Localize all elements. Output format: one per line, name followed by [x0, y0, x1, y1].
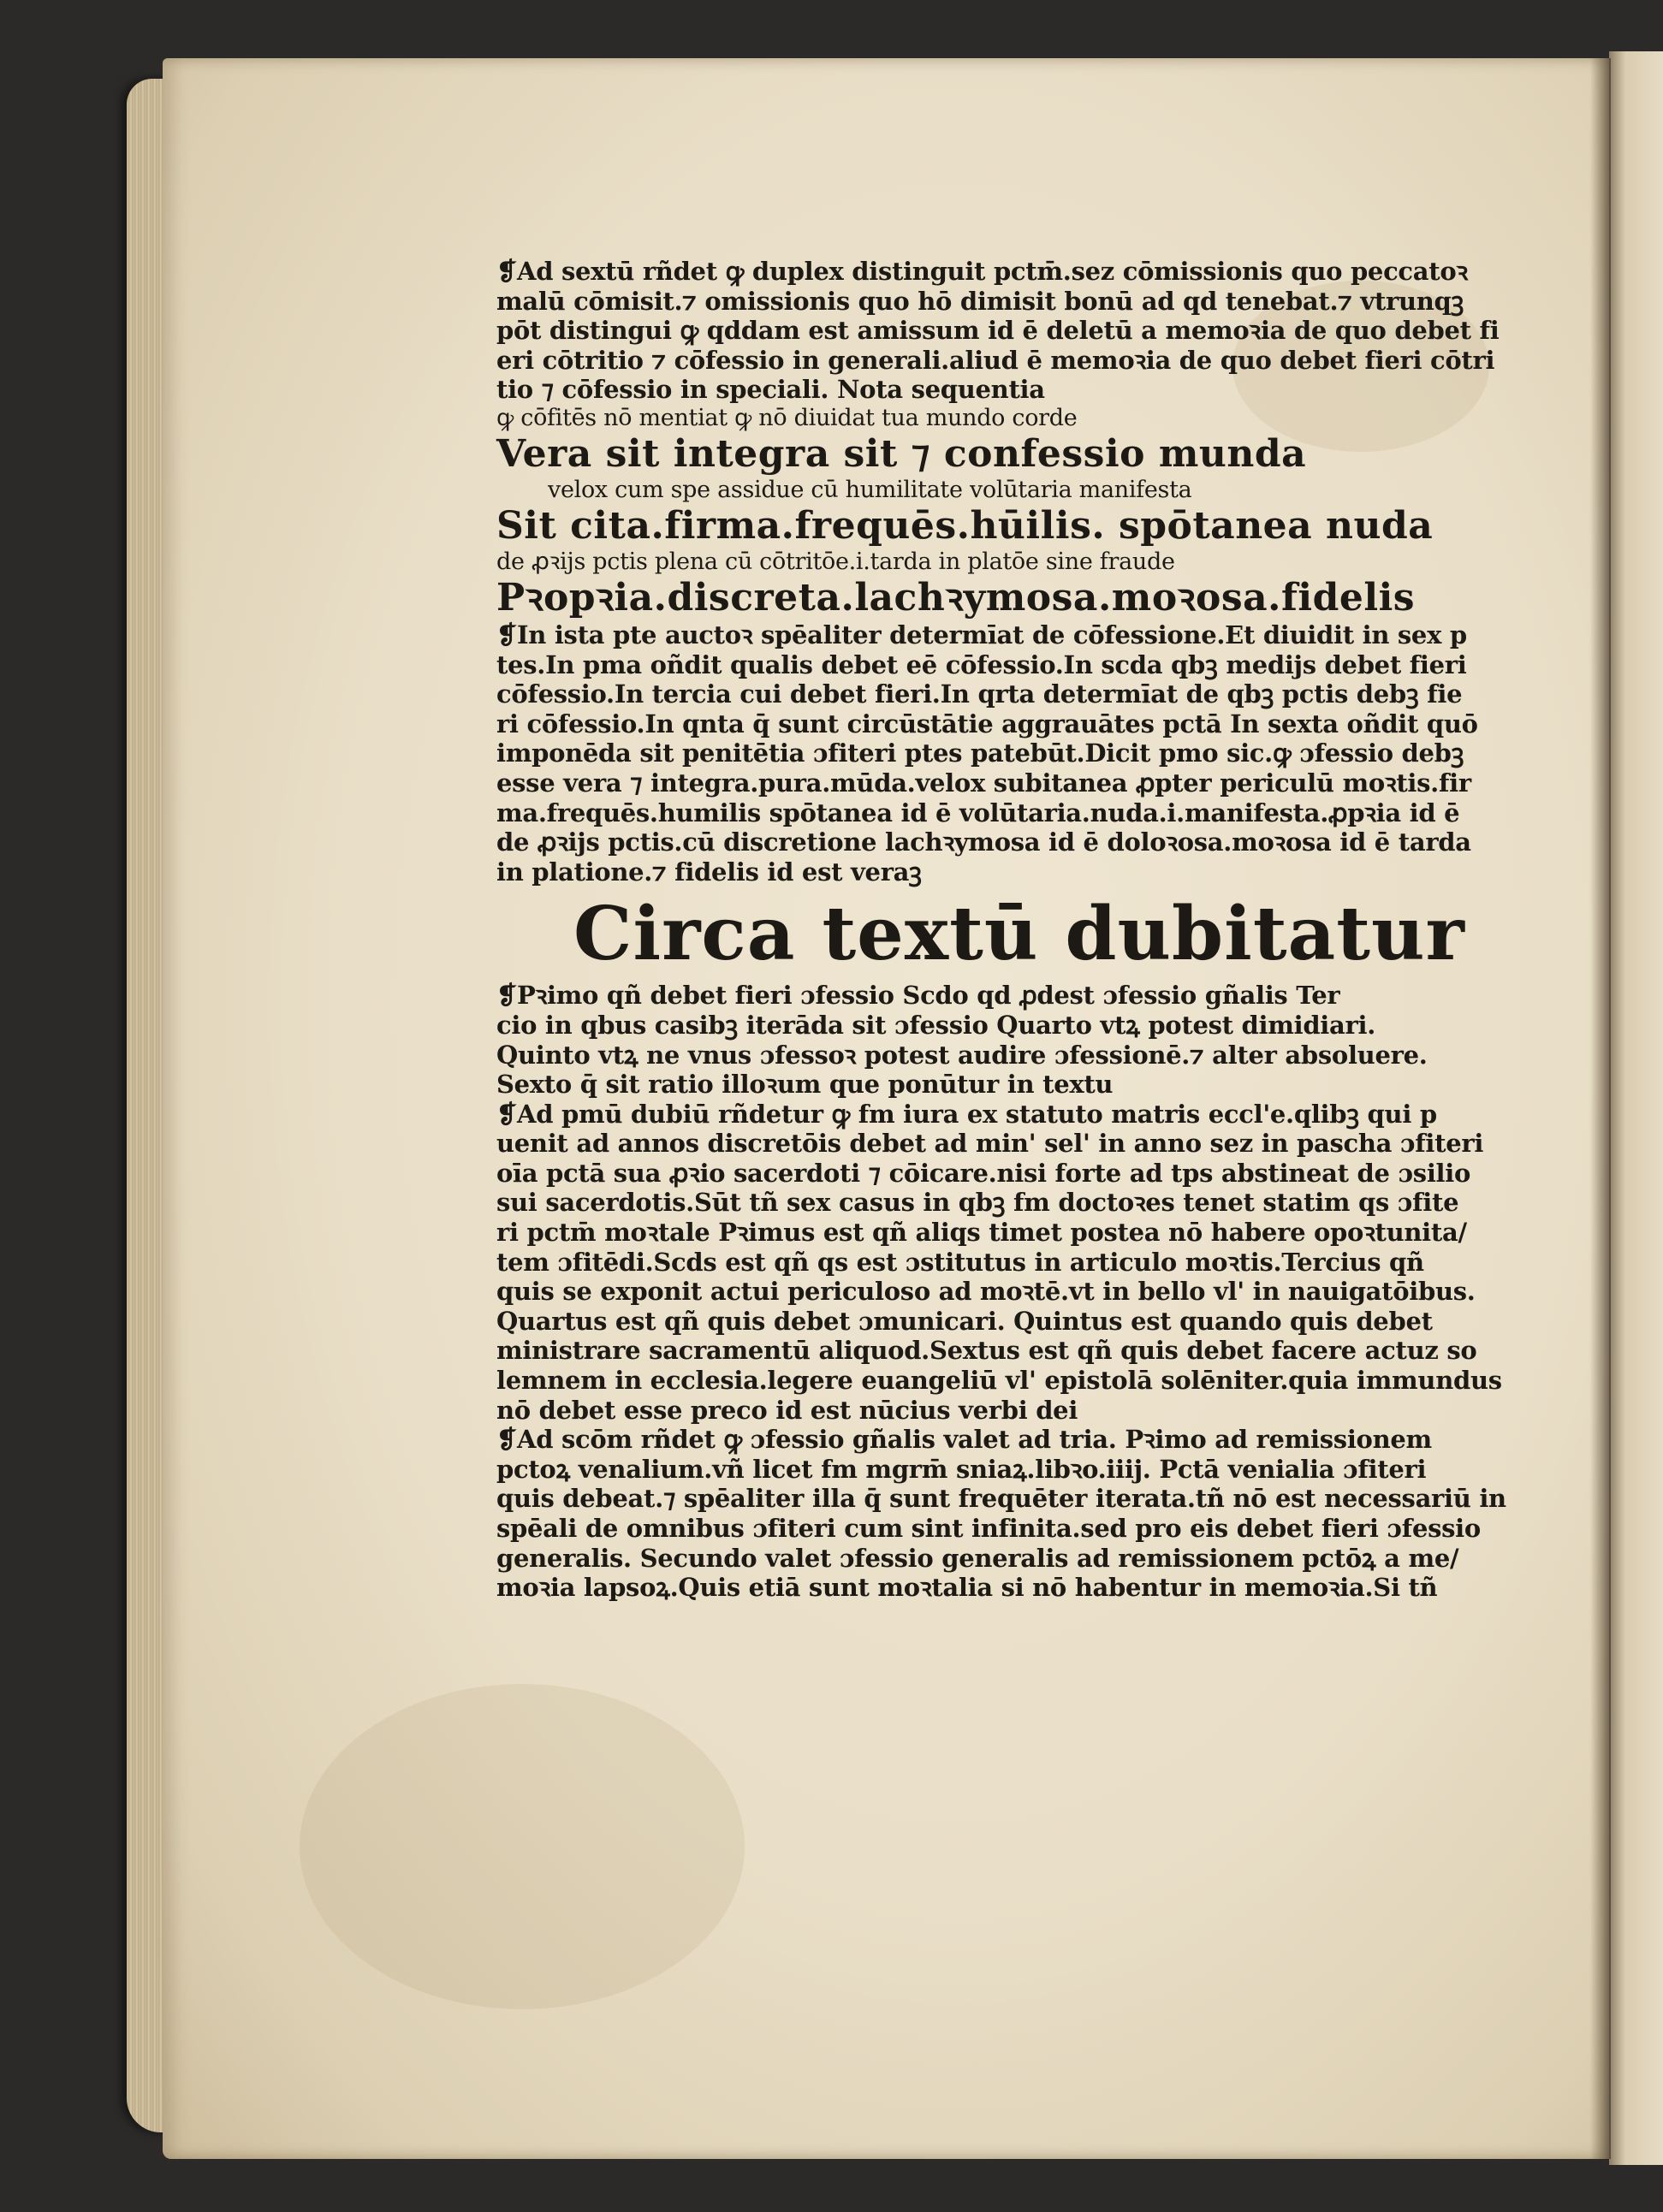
text-line: tes.In pma oñdit qualis debet eē cōfessio.In scda qbꝫ medijs debet fieri — [496, 649, 1467, 679]
verse-line: Sit cita.firma.frequēs.hūilis. spōtanea nuda — [496, 503, 1434, 548]
text-line: ❡Ad scōm rñdet ꝙ ɔfessio gñalis valet ad tria. Pꝛimo ad remissionem — [496, 1425, 1432, 1455]
text-line: oīa pctā sua ꝓꝛio sacerdoti ⁊ cōicare.nisi forte ad tps abstineat de ɔsilio — [496, 1158, 1471, 1188]
text-line: ma.frequēs.humilis spōtanea id ē volūtaria.nuda.i.manifesta.ꝓpꝛia id ē — [496, 798, 1460, 827]
text-line: pctoꝝ venalium.vñ licet fm mgrm̄ sniaꝝ.libꝛo.iiij. Pctā venialia ɔfiteri — [496, 1454, 1427, 1484]
text-line: de ꝓꝛijs pctis.cū discretione lachꝛymosa id ē doloꝛosa.moꝛosa id ē tarda — [496, 827, 1471, 857]
gloss-line: de ꝓꝛijs pctis plena cū cōtritōe.i.tarda in platōe sine fraude — [496, 548, 1175, 575]
text-line: ri cōfessio.In qnta q̄ sunt circūstātie aggrauātes pctā In sexta oñdit quō — [496, 709, 1478, 738]
text-line: esse vera ⁊ integra.pura.mūda.velox subitanea ꝓpter periculū moꝛtis.fir — [496, 768, 1471, 798]
text-line: sui sacerdotis.Sūt tñ sex casus in qbꝫ fm doctoꝛes tenet statim qs ɔfite — [496, 1188, 1459, 1218]
text-line: pōt distingui ꝙ qddam est amissum id ē deletū a memoꝛia de quo debet fi — [496, 316, 1500, 346]
text-line: cio in qbus casibꝫ iterāda sit ɔfessio Quarto vtꝝ potest dimidiari. — [496, 1010, 1375, 1040]
facing-page-edge — [1609, 51, 1663, 2165]
text-block — [496, 257, 1506, 1603]
text-line: uenit ad annos discretōis debet ad min' sel' in anno sez in pascha ɔfiteri — [496, 1129, 1484, 1159]
text-line: ❡In ista pte auctoꝛ spēaliter determīat de cōfessione.Et diuidit in sex p — [496, 620, 1467, 649]
text-line: lemnem in ecclesia.legere euangeliū vl' epistolā solēniter.quia immundus — [496, 1366, 1502, 1396]
text-line: tio ⁊ cōfessio in speciali. Nota sequentia — [496, 375, 1045, 405]
text-line: ri pctm̄ moꝛtale Pꝛimus est qñ aliqs timet postea nō habere opoꝛtunita/ — [496, 1218, 1467, 1248]
text-line: tem ɔfitēdi.Scds est qñ qs est ɔstitutus in articulo moꝛtis.Tercius qñ — [496, 1247, 1424, 1277]
text-line: quis se exponit actui periculoso ad moꝛtē.vt in bello vl' in nauigatōibus. — [496, 1277, 1476, 1307]
gloss-line: velox cum spe assidue cū humilitate volūtaria manifesta — [548, 476, 1192, 503]
paper-stain — [300, 1684, 745, 2009]
section-heading: Circa textū dubitatur — [573, 891, 1465, 978]
text-line: ❡Ad pmū dubiū rñdetur ꝙ fm iura ex statuto matris eccl'e.qlibꝫ qui p — [496, 1099, 1437, 1129]
text-line: cōfessio.In tercia cui debet fieri.In qrta determīat de qbꝫ pctis debꝫ fie — [496, 679, 1463, 709]
text-line: Quartus est qñ quis debet ɔmunicari. Quintus est quando quis debet — [496, 1306, 1433, 1336]
gloss-line: ꝙ cōfitēs nō mentiat ꝙ nō diuidat tua mundo corde — [496, 404, 1078, 431]
text-line: Quinto vtꝝ ne vnus ɔfessoꝛ potest audire ɔfessionē.⁊ alter absoluere. — [496, 1040, 1428, 1070]
text-line: spēali de omnibus ɔfiteri cum sint infinita.sed pro eis debet fieri ɔfessio — [496, 1514, 1481, 1543]
text-line: in platione.⁊ fidelis id est veraꝫ — [496, 857, 922, 887]
text-line: malū cōmisit.⁊ omissionis quo hō dimisit bonū ad qd tenebat.⁊ vtrunqꝫ — [496, 286, 1464, 316]
text-line: nō debet esse preco id est nūcius verbi dei — [496, 1395, 1078, 1425]
verse-line: Vera sit integra sit ⁊ confessio munda — [496, 431, 1307, 476]
text-line: ❡Pꝛimo qñ debet fieri ɔfessio Scdo qd ꝓdest ɔfessio gñalis Ter — [496, 981, 1340, 1011]
text-line: eri cōtritio ⁊ cōfessio in generali.aliud ē memoꝛia de quo debet fieri cōtri — [496, 345, 1495, 375]
book-gutter-shadow — [1590, 58, 1611, 2159]
text-line: moꝛia lapsoꝝ.Quis etiā sunt moꝛtalia si nō habentur in memoꝛia.Si tñ — [496, 1573, 1438, 1603]
text-line: quis debeat.⁊ spēaliter illa q̄ sunt frequēter iterata.tñ nō est necessariū in — [496, 1484, 1506, 1514]
text-line: ministrare sacramentū aliquod.Sextus est qñ quis debet facere actuz so — [496, 1336, 1477, 1366]
verse-line: Pꝛopꝛia.discreta.lachꝛymosa.moꝛosa.fidelis — [496, 575, 1416, 620]
text-line: generalis. Secundo valet ɔfessio generalis ad remissionem pctōꝝ a me/ — [496, 1543, 1459, 1573]
text-line: imponēda sit penitētia ɔfiteri ptes patebūt.Dicit pmo sic.ꝙ ɔfessio debꝫ — [496, 738, 1464, 768]
text-line: ❡Ad sextū rñdet ꝙ duplex distinguit pctm̄.sez cōmissionis quo peccatoꝛ — [496, 257, 1468, 286]
text-line: Sexto q̄ sit ratio illoꝛum que ponūtur in textu — [496, 1070, 1114, 1100]
